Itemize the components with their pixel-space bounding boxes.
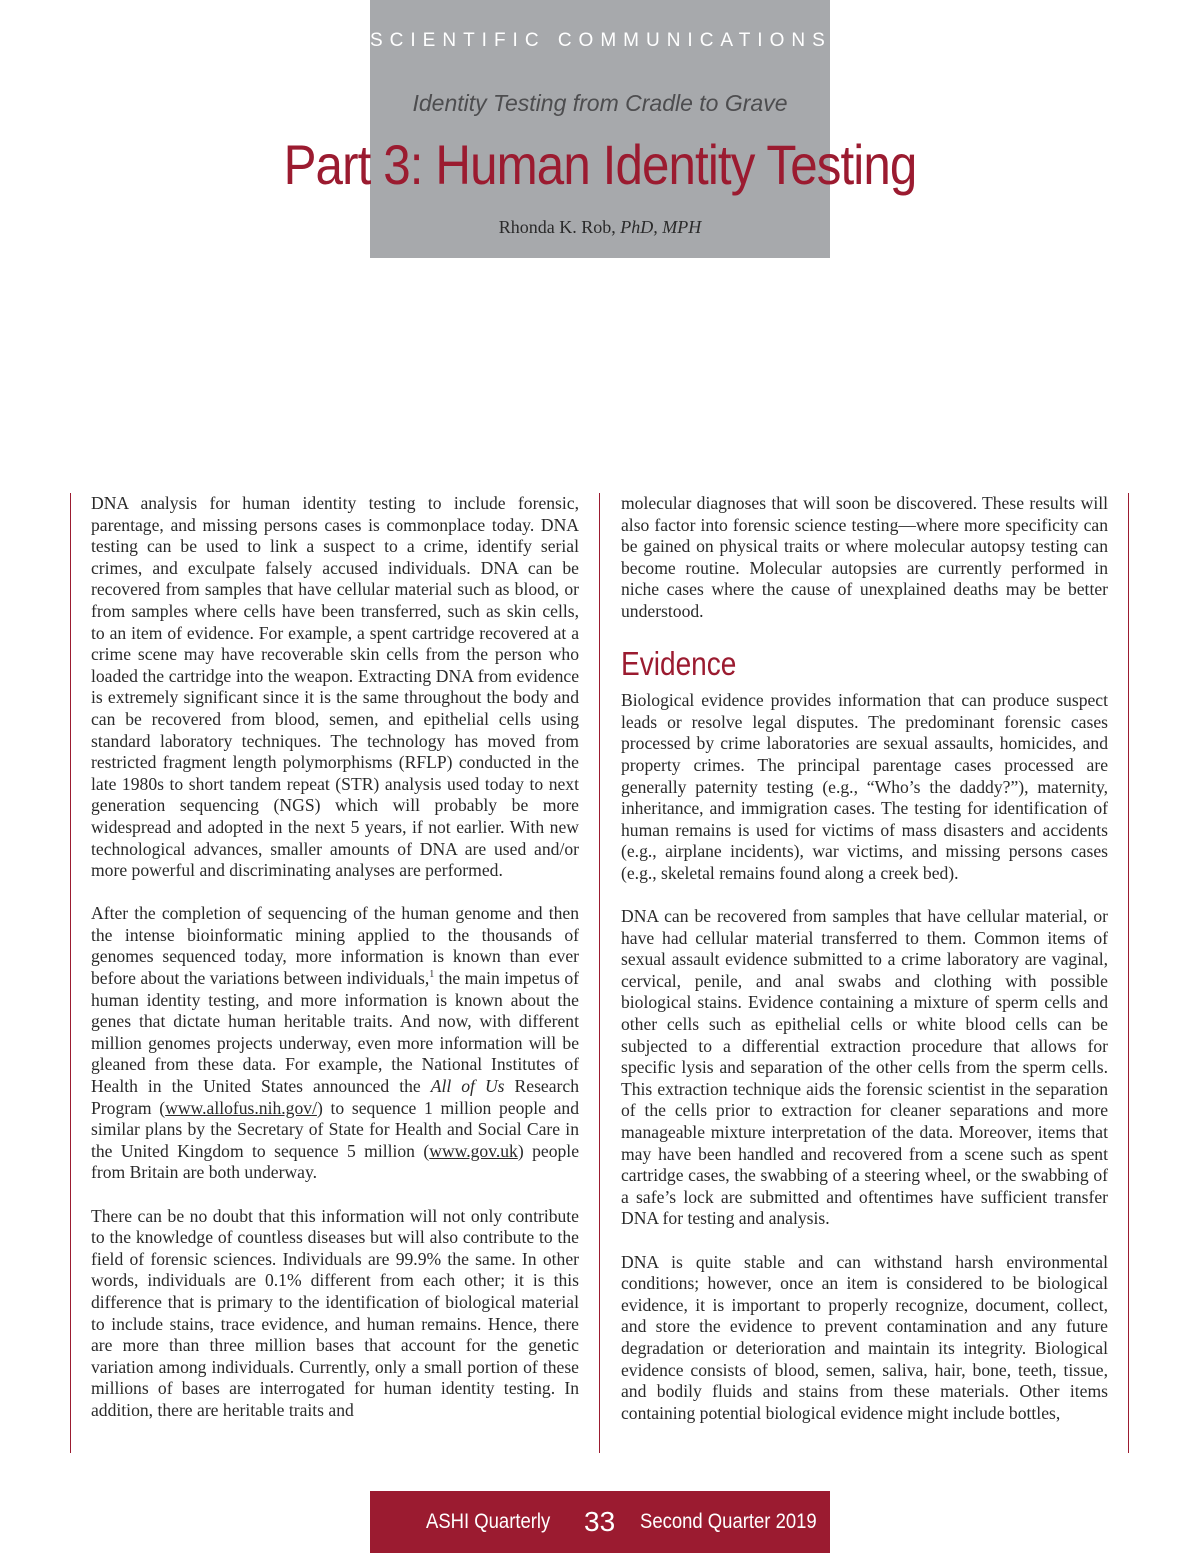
article-title: Part 3: Human Identity Testing: [283, 133, 917, 196]
series-title: Identity Testing from Cradle to Grave: [412, 90, 788, 116]
author-credentials: PhD, MPH: [620, 217, 702, 237]
paragraph: Biological evidence provides information that can produce suspect leads or resolve legal disputes. The predominant forensic cases processed by crime laboratories are sexual assaults, homicides, and property crimes. The principal parentage cases processed are generally paternity testing (e.g., “Who’s the daddy?”), maternity, inheritance, and immigration cases. The testing for identification of human remains is used for victims of mass disasters and accidents (e.g., airplane incidents), war victims, and missing persons cases (e.g., skeletal remains found along a creek bed).: [621, 690, 1108, 883]
paragraph: DNA analysis for human identity testing to include forensic, parentage, and missing persons cases is commonplace today. DNA testing can be used to link a suspect to a crime, identify serial crimes, and exculpate falsely accused individuals. DNA can be recovered from samples that have cellular material such as blood, or from samples where cells have been transferred, such as skin cells, to an item of evidence. For example, a spent cartridge recovered at a crime scene may have recoverable skin cells from the person who loaded the cartridge into the weapon. Extracting DNA from evidence is extremely significant since it is the same throughout the body and can be recovered from blood, semen, and epithelial cells using standard laboratory techniques. The technology has moved from restricted fragment length polymorphisms (RFLP) conducted in the late 1980s to short tandem repeat (STR) analysis used today to next generation sequencing (NGS) which will probably be more widespread and adopted in the next 5 years, if not earlier. With new technological advances, smaller amounts of DNA are used and/or more powerful and discriminating analyses are performed.: [91, 493, 579, 881]
author-name: Rhonda K. Rob,: [498, 217, 616, 237]
page-number: 33: [584, 1506, 616, 1537]
section-heading-evidence: Evidence: [621, 645, 737, 683]
section-label: SCIENTIFIC COMMUNICATIONS: [370, 30, 832, 51]
paragraph: molecular diagnoses that will soon be discovered. These results will also factor into forensic science testing—where more specificity can be gained on physical traits or where molecular autopsy testing can become routine. Molecular autopsies are currently performed in niche cases where the cause of unexplained deaths may be better understood.: [621, 493, 1108, 621]
link-allofus[interactable]: www.allofus.nih.gov/: [165, 1097, 317, 1118]
link-gov-uk[interactable]: www.gov.uk: [429, 1140, 518, 1161]
reference-superscript: 1: [429, 969, 435, 981]
right-column: [601, 493, 1129, 1453]
footer-bar: [370, 1491, 830, 1553]
paragraph: After the completion of sequencing of the human genome and then the intense bioinformatic mining applied to the thousands of genomes sequenced today, more information is known than ever before about the variations between individuals,$^1$ the main impetus of human identity testing, and more information is known about the genes that dictate human heritable traits. And now, with different million genomes projects underway, even more information will be gleaned from these data. For example, the National Institutes of Health in the United States announced the All of Us Research Program (www.allofus.nih.gov/) to sequence 1 million people and similar plans by the Secretary of State for Health and Social Care in the United Kingdom to sequence 5 million (www.gov.uk) people from Britain are both underway.: [91, 903, 580, 1183]
footer-journal: ASHI Quarterly: [426, 1510, 551, 1533]
paragraph: DNA is quite stable and can withstand harsh environmental conditions; however, once an item is considered to be biological evidence, it is important to properly recognize, document, collect, and store the evidence to prevent contamination and any future degradation or deterioration and maintain its integrity. Biological evidence consists of blood, semen, saliva, hair, bone, teeth, tissue, and bodily fluids and stains from these materials. Other items containing potential biological evidence might include bottles,: [621, 1251, 1108, 1423]
paragraph: DNA can be recovered from samples that have cellular material, or have had cellular material transferred to them. Common items of sexual assault evidence submitted to a crime laboratory are vaginal, cervical, penile, and anal swabs and clothing with possible biological stains. Evidence containing a mixture of sperm cells and other cells such as epithelial cells or white blood cells can be subjected to a differential extraction procedure that allows for specific lysis and separation of the other cells from the sperm cells. This extraction technique aids the forensic scientist in the separation of the cells prior to extraction for cleaner separations and more manageable mixture interpretation of the data. Moreover, items that may have been handled and recovered from a scene such as spent cartridge cases, the swabbing of a steering wheel, or the swabbing of a safe’s lock are submitted and oftentimes have sufficient transfer DNA for testing and analysis.: [621, 906, 1108, 1229]
footer-issue: Second Quarter 2019: [640, 1510, 817, 1533]
left-column: [70, 493, 600, 1453]
paragraph: There can be no doubt that this information will not only contribute to the knowledge of countless diseases but will also contribute to the field of forensic sciences. Individuals are 99.9% the same. In other words, individuals are 0.1% different from each other; it is this difference that is primary to the identification of biological material to include stains, trace evidence, and human remains. Hence, there are more than three million bases that account for the genetic variation among individuals. Currently, only a small portion of these millions of bases are interrogated for human identity testing. In addition, there are heritable traits and: [91, 1205, 579, 1420]
byline: [0, 217, 1200, 238]
